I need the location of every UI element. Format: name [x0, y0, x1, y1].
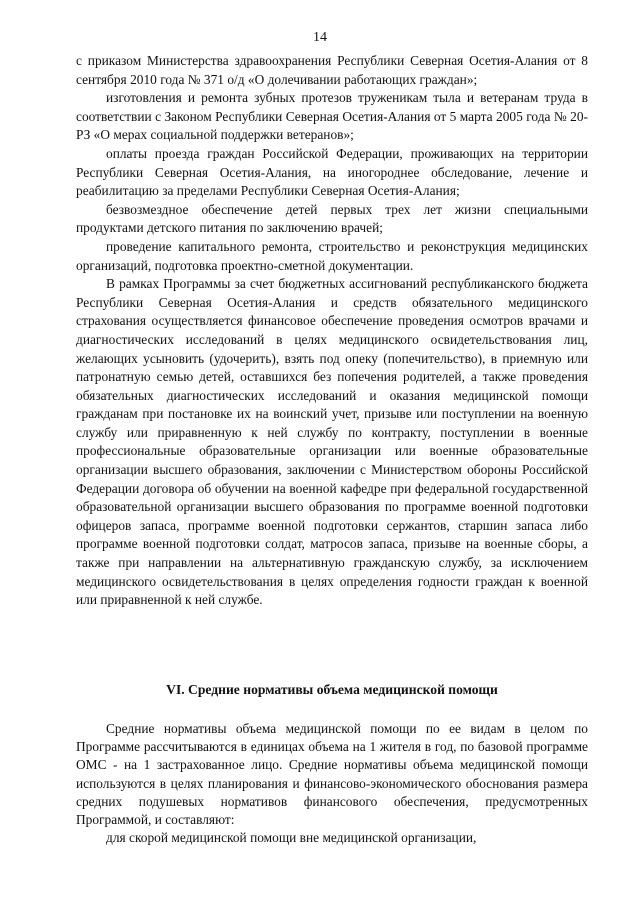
paragraph-dental-followup-order: с приказом Министерства здравоохранения Республики Северная Осетия-Алания от 8 сентября 2010 года № 371 о/д «О долечивании работающих граждан»; [76, 53, 588, 87]
paragraph-travel-payment: оплаты проезда граждан Российской Федерации, проживающих на территории Республики Северная Осетия-Алания, на иногороднее обследование, лечение и реабилитацию за пределами Республики Северная Осетия-Алания; [76, 145, 588, 199]
body-text [76, 52, 588, 610]
section-text [76, 720, 588, 847]
paragraph-dental-prosthetics: изготовления и ремонта зубных протезов труженикам тыла и ветеранам труда в соответствии с Законом Республики Северная Осетия-Алания от 5 марта 2005 года № 20-РЗ «О мерах социальной поддержки ветеранов»; [76, 90, 588, 143]
section-heading: VI. Средние нормативы объема медицинской помощи [166, 682, 498, 697]
paragraph-program-funding: В рамках Программы за счет бюджетных ассигнований республиканского бюджета Республики Северная Осетия-Алания и средств обязательного медицинского страхования осуществляется финансовое обеспечение проведения осмотров врачами и диагностических исследований в целях медицинского освидетельствования лиц, желающих усыновить (удочерить), взять под опеку (попечительство), в приемную или патронатную семью детей, оставшихся без попечения родителей, а также проведения обязательных диагностических исследований и оказания медицинской помощи гражданам при постановке их на воинский учет, призыве или поступлении на военную службу или приравненную к ней службу по контракту, поступлении в военные профессиональные образовательные организации или военные образовательные организации высшего образования, заключении с Министерством обороны Российской Федерации договора об обучении на военной кафедре при федеральной государственной образовательной организации высшего образования по программе военной подготовки офицеров запаса, программе военной подготовки сержантов, старшин запаса либо программе военной подготовки солдат, матросов запаса, призыве на военные сборы, а также при направлении на альтернативную гражданскую службу, за исключением медицинского освидетельствования в целях определения годности граждан к военной или приравненной к ней службе. [76, 276, 588, 608]
paragraph-capital-repair: проведение капитального ремонта, строительство и реконструкция медицинских организаций, подготовка проектно-сметной документации. [76, 238, 588, 273]
page-number: 14 [313, 30, 327, 45]
paragraph-volume-norms: Средние нормативы объема медицинской помощи по ее видам в целом по Программе рассчитываются в единицах объема на 1 жителя в год, по базовой программе ОМС - на 1 застрахованное лицо. Средние нормативы объема медицинской помощи используются в целях планирования и финансово-экономического обоснования размера средних подушевых нормативов финансового обеспечения, предусмотренных Программой, и составляют: [76, 721, 588, 828]
paragraph-ambulance-care: для скорой медицинской помощи вне медицинской организации, [106, 830, 477, 846]
paragraph-child-nutrition: безвозмездное обеспечение детей первых трех лет жизни специальными продуктами детского питания по заключению врачей; [76, 201, 588, 236]
